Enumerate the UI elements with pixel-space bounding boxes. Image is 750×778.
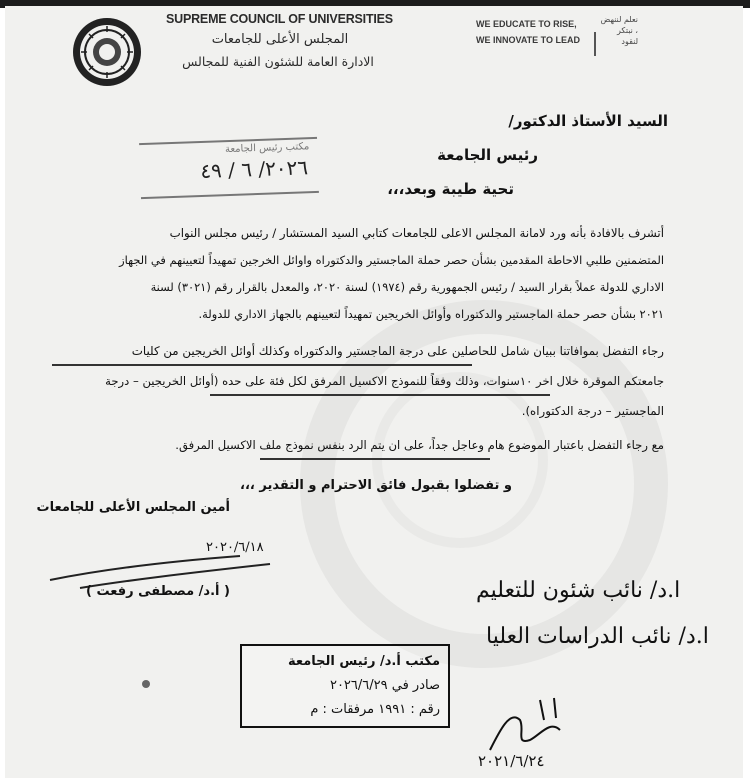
paragraph2-line1: رجاء التفضل بموافاتنا ببيان شامل للحاصلين على درجة الماجستير والدكتوراه وكذلك أوائل الخريجين من كليات [131,344,664,358]
paragraph1-line4: ٢٠٢١ بشأن حصر حملة الماجستير والدكتوراه وأوائل الخريجين تمهيداً لتعيينهم بالجهاز الاداري للدولة. [198,307,664,321]
underline-3 [260,458,490,460]
ink-dot [142,680,150,688]
header-title-en: SUPREME COUNCIL OF UNIVERSITIES [166,12,393,26]
intake-stamp-date: ٢٠٢٦/ ٦ / ٤٩ [199,155,309,183]
paragraph2-line3: الماجستير – درجة الدكتوراه). [521,404,664,418]
paragraph3: مع رجاء التفضل باعتبار الموضوع هام وعاجل جداً، على ان يتم الرد بنفس نموذج ملف الاكسيل المرفق. [175,438,664,452]
closing: و تفضلوا بقبول فائق الاحترام و التقدير ،،، [240,478,512,493]
signer-title: أمين المجلس الأعلى للجامعات [36,500,230,515]
signature-date: ٢٠٢٠/٦/١٨ [206,540,264,555]
watermark-seal-inner [372,372,548,548]
header-subtitle-ar: الادارة العامة للشئون الفنية للمجالس [182,54,374,69]
header-motto [476,16,580,48]
motto-line2: WE INNOVATE TO LEAD [476,35,581,45]
intake-stamp [139,137,319,199]
paragraph1-line3: الاداري للدولة عملاً بقرار السيد / رئيس الجمهورية رقم (١٩٧٤) لسنة ٢٠٢٠، والمعدل بالقرار رقم (٣٠٢١) لسنة [150,280,664,294]
office-stamp-title: مكتب أ.د/ رئيس الجامعة [288,654,440,669]
intake-stamp-label: مكتب رئيس الجامعة [224,141,310,156]
office-stamp-issued: صادر في ٢٠٢٦/٦/٢٩ [329,678,440,693]
paragraph1-line1: أتشرف بالافادة بأنه ورد لامانة المجلس الاعلى للجامعات كتابي السيد المستشار / رئيس مجلس النواب [169,226,664,240]
bottom-handwritten-date: ٢٠٢١/٦/٢٤ [478,752,545,770]
header-motto-ar: نعلم لننهض ، نبتكر لنقود [600,15,638,46]
underline-2 [210,394,550,396]
paragraph1-line2: المتضمنين طلبي الاحاطة المقدمين بشأن حصر حملة الماجستير والدكتوراه واوائل الخرجين تمهيداً لتعيينهم في الجهاز [119,253,664,267]
greeting: تحية طيبة وبعد،،، [387,180,514,198]
handwritten-note-2: ا.د/ نائب الدراسات العليا [486,624,709,649]
office-stamp-number: رقم : ١٩٩١ مرفقات : م [310,702,440,717]
signer-name: ( أ.د/ مصطفى رفعت ) [86,584,230,599]
university-council-seal-icon [66,16,148,88]
addressee: السيد الأستاذ الدكتور/ [508,112,668,130]
paragraph2-line2: جامعتكم الموقرة خلال اخر ١٠سنوات، وذلك وفقاً للنموذج الاكسيل المرفق لكل فئة على حده (أوائل الخريجين – درجة [105,374,664,388]
header-title-ar: المجلس الأعلى للجامعات [211,32,349,47]
motto-line1: WE EDUCATE TO RISE, [476,19,577,29]
handwritten-note-1: ا.د/ نائب شئون للتعليم [476,578,681,603]
underline-1 [52,364,472,366]
office-stamp [240,644,450,728]
header-divider [594,32,596,56]
addressee-title: رئيس الجامعة [437,146,538,164]
